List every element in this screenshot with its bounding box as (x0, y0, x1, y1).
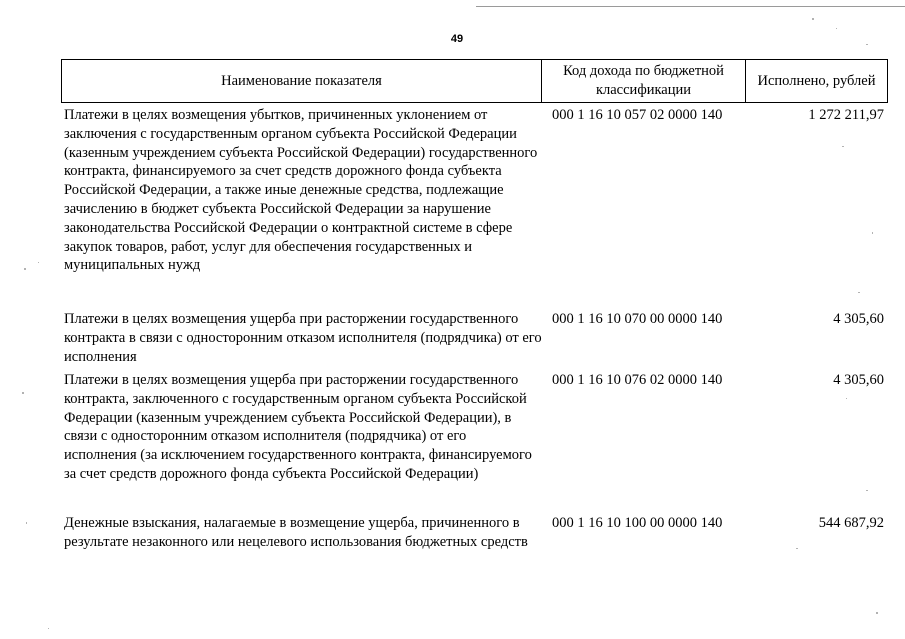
row-income-code: 000 1 16 10 070 00 0000 140 (552, 311, 723, 327)
row-executed-amount: 1 272 211,97 (808, 107, 884, 123)
top-rule (476, 6, 905, 7)
row-income-code: 000 1 16 10 076 02 0000 140 (552, 372, 723, 388)
row-income-code: 000 1 16 10 057 02 0000 140 (552, 107, 723, 123)
column-header-code: Код дохода по бюджетной классификации (563, 63, 724, 98)
table-header (61, 59, 888, 103)
row-executed-amount: 4 305,60 (833, 311, 884, 327)
row-indicator-name: Платежи в целях возмещения убытков, причиненных уклонением от заключения с государственным органом субъекта Российской Федерации (казенным учреждением субъекта Российской Федерации) государственного контракта, финансируемого за счет средств дорожного фонда субъекта Российской Федерации, а также иные денежные средства, подлежащие зачислению в бюджет субъекта Российской Федерации за нарушение законодательства Российской Федерации о контрактной системе в сфере закупок товаров, работ, услуг для обеспечения государственных и муниципальных нужд (64, 107, 538, 274)
page-number: 49 (450, 33, 464, 45)
row-indicator-name: Денежные взыскания, налагаемые в возмещение ущерба, причиненного в результате незаконного или нецелевого использования бюджетных средств (64, 515, 528, 550)
row-indicator-name: Платежи в целях возмещения ущерба при расторжении государственного контракта в связи с односторонним отказом исполнителя (подрядчика) от его исполнения (64, 311, 542, 365)
row-income-code: 000 1 16 10 100 00 0000 140 (552, 515, 723, 531)
row-executed-amount: 4 305,60 (833, 372, 884, 388)
column-header-executed: Исполнено, рублей (757, 72, 876, 89)
column-header-name: Наименование показателя (221, 72, 382, 89)
row-executed-amount: 544 687,92 (818, 515, 884, 531)
row-indicator-name: Платежи в целях возмещения ущерба при расторжении государственного контракта, заключенного с государственным органом субъекта Российской Федерации (казенным учреждением субъекта Российской Федерации), в связи с односторонним отказом исполнителя (подрядчика) от его исполнения (за исключением государственного контракта, финансируемого за счет средств дорожного фонда субъекта Российской Федерации) (64, 372, 532, 482)
